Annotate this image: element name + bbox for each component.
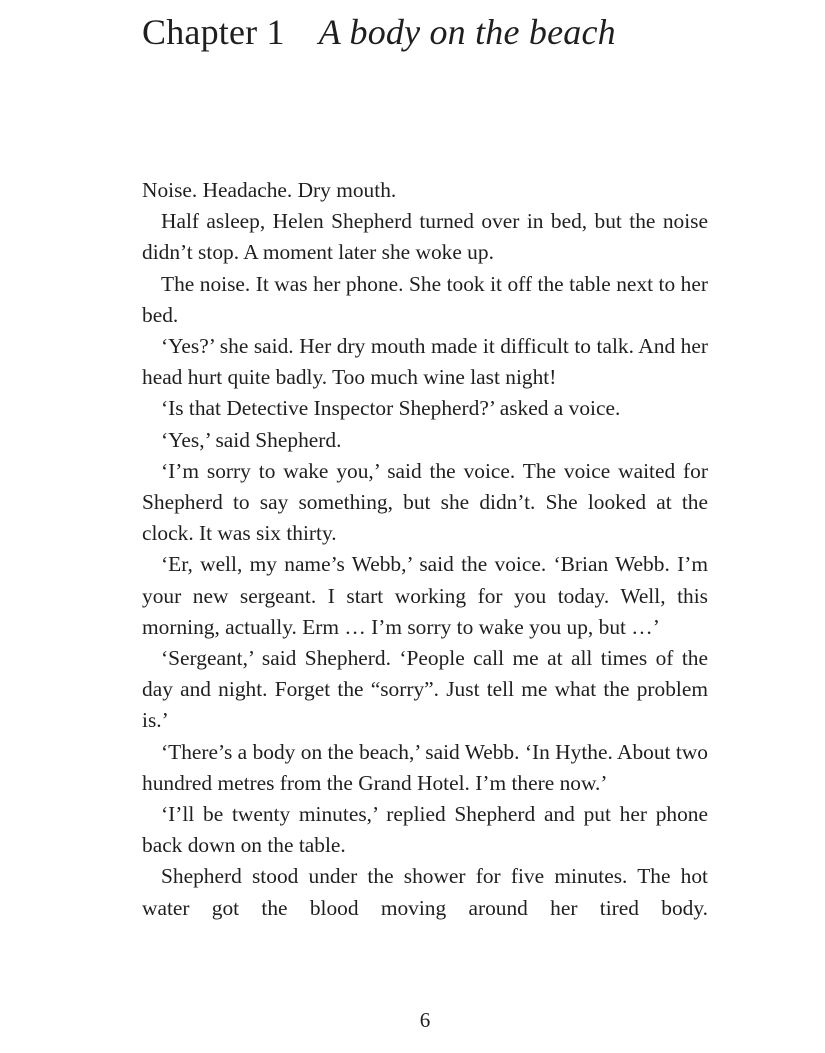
paragraph: ‘I’ll be twenty minutes,’ replied Shepherd and put her phone back down on the table.	[142, 802, 708, 858]
paragraph: Noise. Headache. Dry mouth.	[142, 178, 397, 202]
paragraph: ‘Sergeant,’ said Shepherd. ‘People call me at all times of the day and night. Forget the “sorry”. Just tell me what the problem is.’	[142, 646, 708, 733]
paragraph: ‘Er, well, my name’s Webb,’ said the voice. ‘Brian Webb. I’m your new sergeant. I start working for you today. Well, this morning, actually. Erm … I’m sorry to wake you up, but …’	[142, 552, 708, 639]
paragraph: ‘There’s a body on the beach,’ said Webb. ‘In Hythe. About two hundred metres from the Grand Hotel. I’m there now.’	[142, 739, 708, 795]
page-number: 6	[419, 1008, 431, 1032]
chapter-number: Chapter 1	[142, 12, 285, 52]
body-text	[142, 175, 708, 924]
paragraph: Half asleep, Helen Shepherd turned over in bed, but the noise didn’t stop. A moment later she woke up.	[142, 209, 708, 265]
chapter-title: A body on the beach	[318, 12, 616, 52]
paragraph: Shepherd stood under the shower for five minutes. The hot water got the blood moving around her tired body.	[142, 864, 708, 920]
paragraph: The noise. It was her phone. She took it off the table next to her bed.	[142, 271, 708, 327]
paragraph: ‘I’m sorry to wake you,’ said the voice. The voice waited for Shepherd to say something, but she didn’t. She looked at the clock. It was six thirty.	[142, 458, 708, 546]
paragraph: ‘Yes?’ she said. Her dry mouth made it difficult to talk. And her head hurt quite badly. Too much wine last night!	[142, 334, 708, 390]
paragraph: ‘Yes,’ said Shepherd.	[161, 427, 342, 452]
paragraph: ‘Is that Detective Inspector Shepherd?’ asked a voice.	[161, 396, 621, 421]
chapter-heading	[142, 8, 742, 56]
